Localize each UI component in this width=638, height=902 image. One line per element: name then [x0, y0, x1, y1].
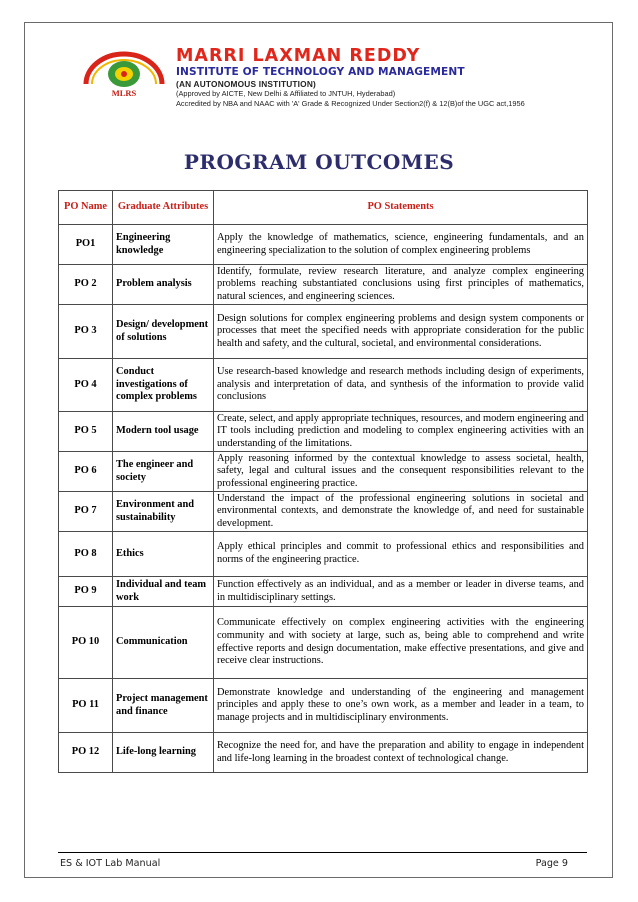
po-statement: Apply the knowledge of mathematics, science, engineering fundamentals, and an engineering specialization to the solution of complex engineering problems — [214, 225, 588, 265]
logo-caption: MLRS — [111, 88, 137, 98]
po-name: PO 5 — [59, 412, 113, 452]
po-name: PO1 — [59, 225, 113, 265]
footer-divider — [58, 852, 587, 853]
graduate-attribute: Individual and team work — [113, 577, 214, 607]
footer-page-number: Page 9 — [535, 858, 568, 869]
table-row — [59, 607, 588, 679]
po-name: PO 10 — [59, 607, 113, 679]
institute-name: MARRI LAXMAN REDDY — [176, 46, 421, 66]
autonomous-label: (AN AUTONOMOUS INSTITUTION) — [176, 79, 316, 89]
graduate-attribute: Engineering knowledge — [113, 225, 214, 265]
po-statement: Function effectively as an individual, and as a member or leader in diverse teams, and in multidisciplinary settings. — [214, 577, 588, 607]
header-graduate-attributes: Graduate Attributes — [113, 191, 214, 225]
approval-line: (Approved by AICTE, New Delhi & Affiliated to JNTUH, Hyderabad) — [176, 89, 396, 98]
graduate-attribute: Modern tool usage — [113, 412, 214, 452]
po-name: PO 11 — [59, 679, 113, 733]
table-row — [59, 679, 588, 733]
institute-subtitle: INSTITUTE OF TECHNOLOGY AND MANAGEMENT — [176, 66, 465, 78]
graduate-attribute: Ethics — [113, 532, 214, 577]
graduate-attribute: Problem analysis — [113, 265, 214, 305]
accreditation-line: Accredited by NBA and NAAC with 'A' Grade & Recognized Under Section2(f) & 12(B)of the UGC act,1956 — [176, 99, 525, 108]
graduate-attribute: Conduct investigations of complex problems — [113, 359, 214, 412]
po-statement: Recognize the need for, and have the preparation and ability to engage in independent and life-long learning in the broadest context of technological change. — [214, 733, 588, 773]
institute-text — [176, 47, 576, 109]
graduate-attribute: Design/ development of solutions — [113, 305, 214, 359]
header-po-name: PO Name — [59, 191, 113, 225]
po-name: PO 12 — [59, 733, 113, 773]
graduate-attribute: Project management and finance — [113, 679, 214, 733]
po-name: PO 8 — [59, 532, 113, 577]
program-outcomes-table — [58, 190, 588, 773]
page-title: PROGRAM OUTCOMES — [183, 150, 455, 174]
po-name: PO 9 — [59, 577, 113, 607]
po-statement: Identify, formulate, review research literature, and analyze complex engineering problems reaching substantiated conclusions using first principles of mathematics, natural sciences, and engineering sciences. — [214, 265, 588, 305]
po-statement: Demonstrate knowledge and understanding of the engineering and management principles and apply these to one’s own work, as a member and leader in a team, to manage projects and in multidisciplinary environments. — [214, 679, 588, 733]
graduate-attribute: Life-long learning — [113, 733, 214, 773]
table-header-row — [59, 191, 588, 225]
po-name: PO 6 — [59, 452, 113, 492]
po-statement: Apply reasoning informed by the contextual knowledge to assess societal, health, safety, legal and cultural issues and the consequent responsibilities relevant to the professional engineering practice. — [214, 452, 588, 492]
graduate-attribute: Communication — [113, 607, 214, 679]
table-row — [59, 359, 588, 412]
table-row — [59, 452, 588, 492]
table-row — [59, 305, 588, 359]
po-statement: Create, select, and apply appropriate techniques, resources, and modern engineering and IT tools including prediction and modeling to complex engineering activities with an understanding of the limitations. — [214, 412, 588, 452]
po-statement: Communicate effectively on complex engineering activities with the engineering community and with society at large, such as, being able to comprehend and write effective reports and design documentation, make effective presentations, and give and receive clear instructions. — [214, 607, 588, 679]
po-name: PO 2 — [59, 265, 113, 305]
table-row — [59, 733, 588, 773]
graduate-attribute: Environment and sustainability — [113, 492, 214, 532]
po-statement: Design solutions for complex engineering problems and design system components or processes that meet the specified needs with appropriate consideration for the public health and safety, and the cultural, societal, and environmental considerations. — [214, 305, 588, 359]
table-row — [59, 577, 588, 607]
header-po-statements: PO Statements — [214, 191, 588, 225]
po-statement: Understand the impact of the professional engineering solutions in societal and environmental contexts, and demonstrate the knowledge of, and need for sustainable development. — [214, 492, 588, 532]
po-statement: Apply ethical principles and commit to professional ethics and responsibilities and norms of the engineering practice. — [214, 532, 588, 577]
table-row — [59, 412, 588, 452]
graduate-attribute: The engineer and society — [113, 452, 214, 492]
po-name: PO 7 — [59, 492, 113, 532]
po-name: PO 3 — [59, 305, 113, 359]
institute-header — [72, 44, 572, 108]
table-row — [59, 532, 588, 577]
table-row — [59, 225, 588, 265]
footer-manual-title: ES & IOT Lab Manual — [60, 858, 161, 869]
table-row — [59, 492, 588, 532]
po-statement: Use research-based knowledge and research methods including design of experiments, analysis and interpretation of data, and synthesis of the information to provide valid conclusions — [214, 359, 588, 412]
table-row — [59, 265, 588, 305]
po-name: PO 4 — [59, 359, 113, 412]
